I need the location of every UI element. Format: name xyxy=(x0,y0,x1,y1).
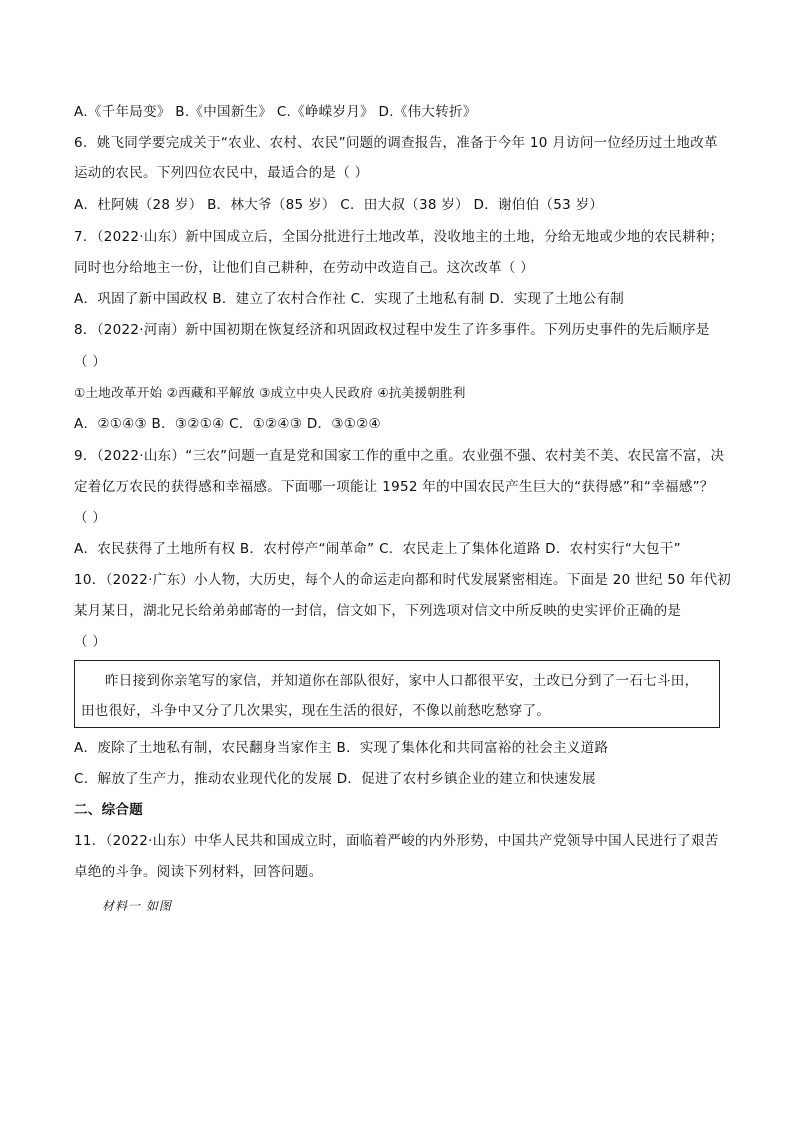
section-title: 二、综合题 xyxy=(74,802,143,818)
q8-options: A．②①④③ B．③②①④ C．①②④③ D．③①②④ xyxy=(74,416,381,432)
q6-stem-line1: 6．姚飞同学要完成关于“农业、农村、农民”问题的调查报告，准备于今年 10 月访问一位经历过土地改革 xyxy=(74,135,718,151)
q7-options: A．巩固了新中国政权 B．建立了农村合作社 C．实现了土地私有制 D．实现了土地公有制 xyxy=(74,291,625,307)
material-caption: 材料一 如图 xyxy=(102,899,172,913)
q7-stem-line1: 7．（2022·山东）新中国成立后，全国分批进行土地改革，没收地主的土地，分给无地或少地的农民耕种； xyxy=(74,229,724,245)
quote-line-1: 昨日接到你亲笔写的家信，并知道你在部队很好，家中人口都很平安，土改已分到了一石七斗田， xyxy=(105,673,699,689)
q8-stem-line2: （ ） xyxy=(74,354,107,370)
q10-options-line2: C．解放了生产力，推动农业现代化的发展 D．促进了农村乡镇企业的建立和快速发展 xyxy=(74,771,596,787)
q10-options-line1: A．废除了土地私有制，农民翻身当家作主 B．实现了集体化和共同富裕的社会主义道路 xyxy=(74,740,609,756)
q9-stem-line1: 9．（2022·山东）“三农”问题一直是党和国家工作的重中之重。农业强不强、农村美不美、农民富不富，决 xyxy=(74,448,725,464)
q10-stem-line2: 某月某日，湖北兄长给弟弟邮寄的一封信，信文如下，下列选项对信文中所反映的史实评价正确的是 xyxy=(74,603,682,619)
q8-stem-line1: 8．（2022·河南）新中国初期在恢复经济和巩固政权过程中发生了许多事件。下列历史事件的先后顺序是 xyxy=(74,322,710,338)
q9-options: A．农民获得了土地所有权 B．农村停产“闹革命” C．农民走上了集体化道路 D．农村实行“大包干” xyxy=(74,541,681,557)
q10-stem-line1: 10．（2022·广东）小人物，大历史，每个人的命运走向都和时代发展紧密相连。下面是 20 世纪 50 年代初 xyxy=(74,572,732,588)
q6-options: A．杜阿姨（28 岁） B．林大爷（85 岁） C．田大叔（38 岁） D．谢伯伯（53 岁） xyxy=(74,197,604,213)
q9-stem-line2: 定着亿万农民的获得感和幸福感。下面哪一项能让 1952 年的中国农民产生巨大的“获得感”和“幸福感”？ xyxy=(74,479,714,495)
q7-stem-line2: 同时也分给地主一份，让他们自己耕种，在劳动中改造自己。这次改革（ ） xyxy=(74,260,534,276)
q9-stem-line3: （ ） xyxy=(74,510,107,526)
q6-stem-line2: 运动的农民。下列四位农民中，最适合的是（ ） xyxy=(74,165,369,181)
letter-quote-box xyxy=(74,660,720,728)
q8-events: ①土地改革开始 ②西藏和平解放 ③成立中央人民政府 ④抗美援朝胜利 xyxy=(74,385,466,400)
q11-stem-line1: 11．（2022·山东）中华人民共和国成立时，面临着严峻的内外形势，中国共产党领导中国人民进行了艰苦 xyxy=(74,833,719,849)
quote-line-2: 田也很好，斗争中又分了几次果实，现在生活的很好，不像以前愁吃愁穿了。 xyxy=(81,703,551,719)
q10-stem-line3: （ ） xyxy=(74,634,107,650)
q5-options: A.《千年局变》 B.《中国新生》 C.《峥嵘岁月》 D.《伟大转折》 xyxy=(74,104,477,120)
q11-stem-line2: 卓绝的斗争。阅读下列材料，回答问题。 xyxy=(74,864,323,880)
